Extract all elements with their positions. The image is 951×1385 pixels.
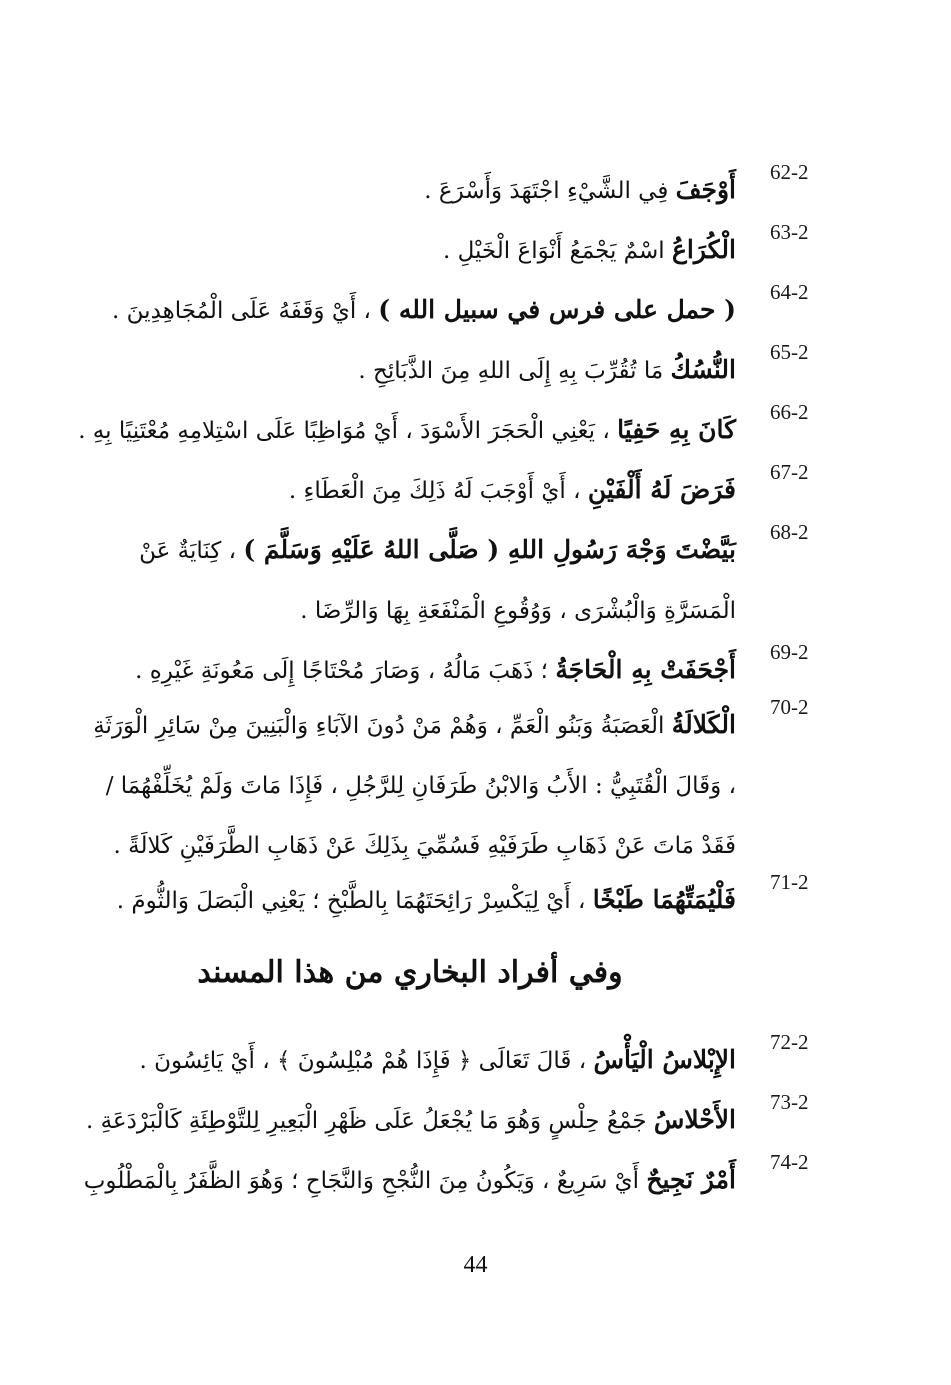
entry-65 bbox=[90, 340, 840, 400]
entry-definition: ، أَيْ أَوْجَبَ لَهُ ذَلِكَ مِنَ الْعَطَاءِ . bbox=[288, 478, 588, 504]
entry-term: كَانَ بِهِ حَفِيًا bbox=[617, 415, 736, 444]
entry-number: 68-2 bbox=[770, 520, 809, 544]
entry-73 bbox=[85, 1090, 840, 1150]
entry-67 bbox=[90, 460, 840, 520]
entry-number: 71-2 bbox=[770, 870, 809, 894]
entry-definition: جَمْعُ حِلْسٍ وَهُوَ مَا يُجْعَلُ عَلَى ظَهْرِ الْبَعِيرِ لِلتَّوْطِئَةِ كَالْبَرْدَعَةِ . bbox=[85, 1108, 654, 1134]
entry-term: فَرَضَ لَهُ أَلْفَيْنِ bbox=[587, 475, 736, 504]
entry-63 bbox=[90, 220, 840, 280]
entry-66 bbox=[78, 400, 840, 460]
entry-definition: اسْمٌ يَجْمَعُ أَنْوَاعَ الْخَيْلِ . bbox=[442, 238, 672, 264]
entry-term: ( حمل على فرس في سبيل الله ) bbox=[378, 295, 736, 324]
entry-term: النُّسُكُ bbox=[670, 355, 736, 384]
entry-72 bbox=[90, 1030, 840, 1090]
entry-number: 64-2 bbox=[770, 280, 809, 304]
entry-number: 63-2 bbox=[770, 220, 809, 244]
entry-definition: الْعَصَبَةُ وَبَنُو الْعَمِّ ، وَهُمْ مَنْ دُونَ الآبَاءِ وَالْبَنِينَ مِنْ سَائِرِ الْوَرَثَةِ ، وَقَالَ الْقُتَبِيُّ : الأَبُ وَالابْنُ طَرَفَانِ لِلرَّجُلِ ، فَإِذَا مَاتَ وَلَمْ يُخَلِّفْهُمَا / فَقَدْ مَاتَ عَنْ ذَهَابِ طَرَفَيْهِ فَسُمِّيَ بِذَلِكَ عَنْ ذَهَابِ الطَّرَفَيْنِ كَلالَةً . bbox=[93, 713, 736, 859]
entry-term: الْكُرَاعُ bbox=[671, 235, 736, 264]
section-heading: وفي أفراد البخاري من هذا المسند bbox=[197, 955, 623, 990]
entry-number: 74-2 bbox=[770, 1150, 809, 1174]
entry-64 bbox=[90, 280, 840, 340]
entry-number: 69-2 bbox=[770, 640, 809, 664]
entry-68 bbox=[90, 520, 840, 640]
entry-number: 65-2 bbox=[770, 340, 809, 364]
entry-number: 73-2 bbox=[770, 1090, 809, 1114]
entry-term: الأَحْلاسُ bbox=[653, 1105, 736, 1134]
entry-74 bbox=[83, 1150, 840, 1210]
entry-term: أَجْحَفَتْ بِهِ الْحَاجَةُ bbox=[555, 655, 736, 684]
entry-definition: أَيْ سَرِيعٌ ، وَيَكُونُ مِنَ النُّجْحِ وَالنَّجَاحِ ؛ وَهُوَ الظَّفَرُ بِالْمَطْلُوبِ bbox=[83, 1168, 647, 1194]
entry-62 bbox=[90, 160, 840, 220]
entry-term: الإِبْلاسُ الْيَأْسُ bbox=[593, 1045, 736, 1074]
page-number: 44 bbox=[463, 1252, 488, 1278]
entry-number: 62-2 bbox=[770, 160, 809, 184]
entry-definition: مَا تُقُرِّبَ بِهِ إِلَى اللهِ مِنَ الذَّبَائِحِ . bbox=[358, 358, 671, 384]
entry-definition: ، أَيْ لِيَكْسِرْ رَائِحَتَهُمَا بِالطَّبْخِ ؛ يَعْنِي الْبَصَلَ وَالثُّومَ . bbox=[116, 888, 593, 914]
entry-71 bbox=[90, 870, 840, 930]
entry-number: 72-2 bbox=[770, 1030, 809, 1054]
entry-definition: ، يَعْنِي الْحَجَرَ الأَسْوَدَ ، أَيْ مُوَاظِبًا عَلَى اسْتِلامِهِ مُعْتَنِيًا بِهِ . bbox=[78, 418, 618, 444]
entry-definition: ، أَيْ وَقَفَهُ عَلَى الْمُجَاهِدِينَ . bbox=[112, 298, 379, 324]
entry-term: فَلْيُمَتِّهُمَا طَبْخًا bbox=[592, 885, 736, 914]
entry-70 bbox=[90, 695, 840, 875]
entry-term: بَيَّضْتَ وَجْهَ رَسُولِ اللهِ ( صَلَّى اللهُ عَلَيْهِ وَسَلَّمَ ) bbox=[243, 535, 736, 564]
entry-definition: فِي الشَّيْءِ اجْتَهَدَ وَأَسْرَعَ . bbox=[424, 178, 676, 204]
entry-definition: ، كِنَايَةٌ عَنْ الْمَسَرَّةِ وَالْبُشْرَى ، وَوُقُوعِ الْمَنْفَعَةِ بِهَا وَالرِّضَا . bbox=[139, 538, 736, 624]
entry-term: أَمْرٌ نَجِيحٌ bbox=[646, 1165, 736, 1194]
entry-number: 70-2 bbox=[770, 695, 809, 719]
entry-term: الْكَلالَةُ bbox=[671, 710, 736, 739]
entry-69 bbox=[90, 640, 840, 700]
entry-definition: ؛ ذَهَبَ مَالُهُ ، وَصَارَ مُحْتَاجًا إِلَى مَعُونَةِ غَيْرِهِ . bbox=[135, 658, 556, 684]
entry-number: 67-2 bbox=[770, 460, 809, 484]
entry-definition: ، قَالَ تَعَالَى ﴿ فَإِذَا هُمْ مُبْلِسُونَ ﴾ ، أَيْ يَائِسُونَ . bbox=[139, 1048, 594, 1074]
entry-number: 66-2 bbox=[770, 400, 809, 424]
entry-term: أَوْجَفَ bbox=[675, 175, 736, 204]
